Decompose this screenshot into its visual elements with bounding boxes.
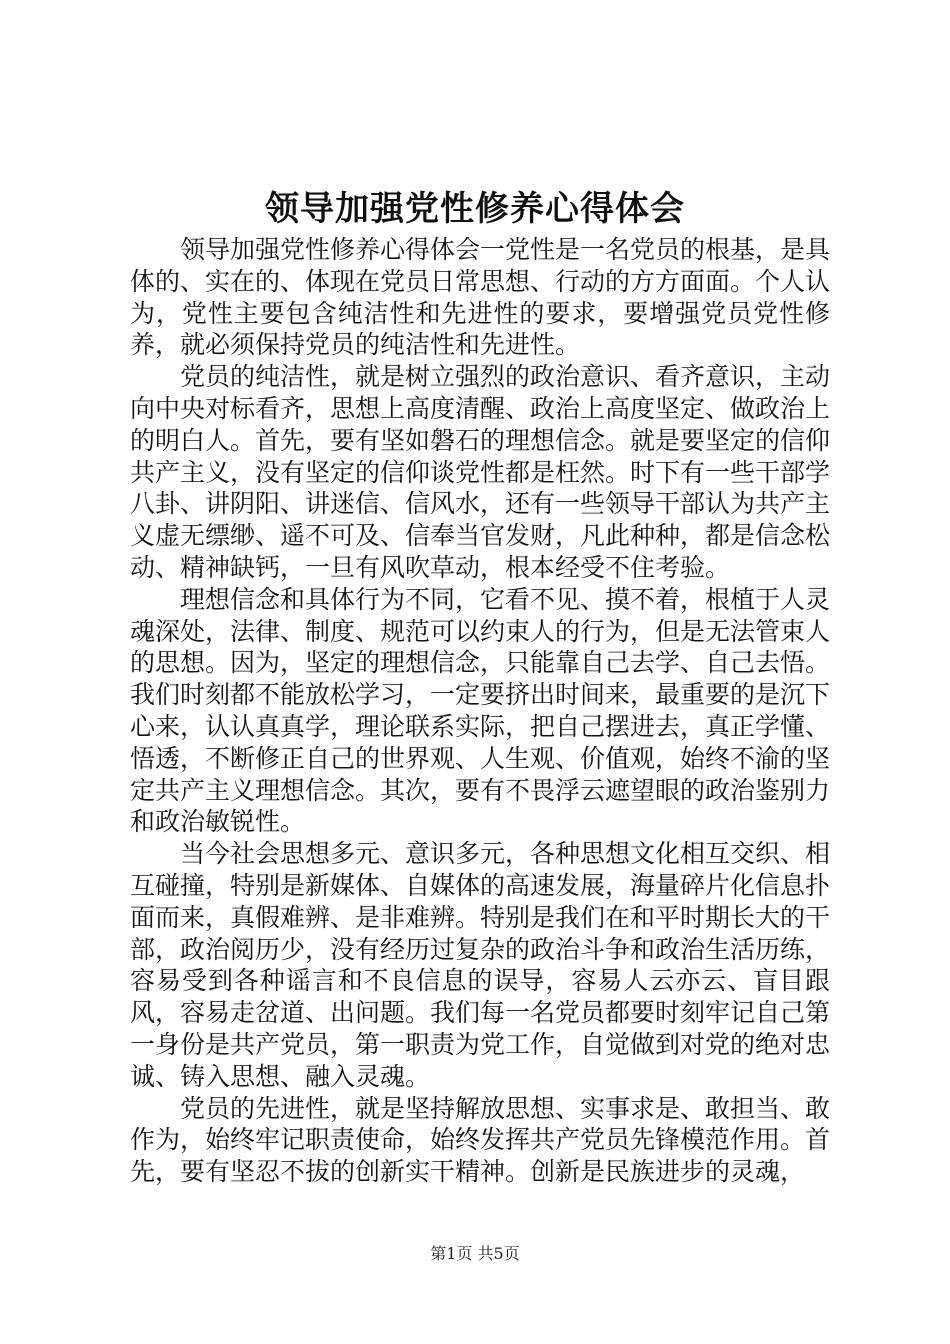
paragraph-5: 党员的先进性，就是坚持解放思想、实事求是、敢担当、敢作为，始终牢记职责使命，始终发挥共产党员先锋模范作用。首先，要有坚忍不拔的创新实干精神。创新是民族进步的灵魂， [130,1093,831,1187]
page-footer: 第1页 共5页 [430,1244,520,1263]
document-title: 领导加强党性修养心得体会 [265,189,685,229]
paragraph-2: 党员的纯洁性，就是树立强烈的政治意识、看齐意识，主动向中央对标看齐，思想上高度清醒、政治上高度坚定、做政治上的明白人。首先，要有坚如磐石的理想信念。就是要坚定的信仰共产主义，没有坚定的信仰谈党性都是枉然。时下有一些干部学八卦、讲阴阳、讲迷信、信风水，还有一些领导干部认为共产主义虚无缥缈、遥不可及、信奉当官发财，凡此种种，都是信念松动、精神缺钙，一旦有风吹草动，根本经受不住考验。 [130,362,831,582]
paragraph-3: 理想信念和具体行为不同，它看不见、摸不着，根植于人灵魂深处，法律、制度、规范可以约束人的行为，但是无法管束人的思想。因为，坚定的理想信念，只能靠自己去学、自己去悟。我们时刻都不能放松学习，一定要挤出时间来，最重要的是沉下心来，认认真真学，理论联系实际，把自己摆进去，真正学懂、悟透，不断修正自己的世界观、人生观、价值观，始终不渝的坚定共产主义理想信念。其次，要有不畏浮云遮望眼的政治鉴别力和政治敏锐性。 [130,584,831,837]
paragraph-1: 领导加强党性修养心得体会一党性是一名党员的根基，是具体的、实在的、体现在党员日常思想、行动的方方面面。个人认为，党性主要包含纯洁性和先进性的要求，要增强党员党性修养，就必须保持党员的纯洁性和先进性。 [130,235,831,360]
paragraph-4: 当今社会思想多元、意识多元，各种思想文化相互交织、相互碰撞，特别是新媒体、自媒体的高速发展，海量碎片化信息扑面而来，真假难辨、是非难辨。特别是我们在和平时期长大的干部，政治阅历少，没有经历过复杂的政治斗争和政治生活历练，容易受到各种谣言和不良信息的误导，容易人云亦云、盲目跟风，容易走岔道、出问题。我们每一名党员都要时刻牢记自己第一身份是共产党员，第一职责为党工作，自觉做到对党的绝对忠诚、铸入思想、融入灵魂。 [130,839,831,1091]
document-body [130,234,830,1188]
